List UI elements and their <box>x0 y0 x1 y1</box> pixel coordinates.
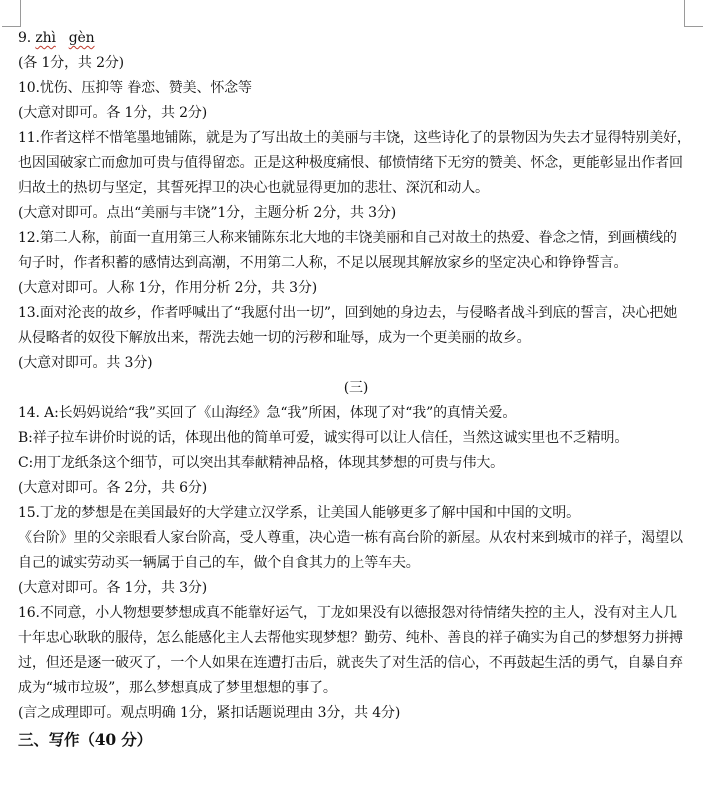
scoring-note: (大意对即可。人称 1分，作用分析 2分，共 3分) <box>18 280 318 296</box>
page-corner-mark-right <box>684 0 703 27</box>
answer-16-line: 成为“城市垃圾”，那么梦想真成了梦里想想的事了。 <box>18 680 337 696</box>
answer-11-line: 11.作者这样不惜笔墨地铺陈，就是为了写出故土的美丽与丰饶，这些诗化了的景物因为失去才显得特别美好， <box>18 130 691 146</box>
answer-11-line: 也因国破家亡而愈加可贵与值得留恋。正是这种极度痛恨、郁愤情绪下无穷的赞美、怀念，更能彰显出作者回 <box>18 155 683 171</box>
answer-15-line: 自己的诚实劳动买一辆属于自己的车，做个自食其力的上等车夫。 <box>18 555 420 571</box>
scoring-note: (言之成理即可。观点明确 1分，紧扣话题说理由 3分，共 4分) <box>18 705 401 721</box>
answer-15-line: 《台阶》里的父亲眼看人家台阶高，受人尊重，决心造一栋有高台阶的新屋。从农村来到城市的祥子，渴望以 <box>18 530 683 546</box>
answer-13-line: 13.面对沦丧的故乡，作者呼喊出了“我愿付出一切”，回到她的身边去，与侵略者战斗到底的誓言，决心把她 <box>18 305 678 321</box>
answer-12-line: 12.第二人称，前面一直用第三人称来铺陈东北大地的丰饶美丽和自己对故土的热爱、眷念之情，到画横线的 <box>18 230 677 246</box>
scoring-note: (大意对即可。共 3分) <box>18 355 153 371</box>
answer-16-line: 过，但还是逐一破灭了，一个人如果在连遭打击后，就丧失了对生活的信心，不再鼓起生活的勇气，自暴自弃 <box>18 655 683 671</box>
section-heading-writing: 三、写作（40 分） <box>18 730 152 749</box>
scoring-note: (大意对即可。点出“美丽与丰饶”1分，主题分析 2分，共 3分) <box>18 205 397 221</box>
scoring-note: (大意对即可。各 1分，共 2分) <box>18 105 208 121</box>
answer-13-line: 从侵略者的奴役下解放出来，帮洗去她一切的污秽和耻辱，成为一个更美丽的故乡。 <box>18 330 531 346</box>
pinyin-spacer <box>56 30 69 46</box>
scoring-note: (大意对即可。各 1分，共 3分) <box>18 580 208 596</box>
answer-11-line: 归故土的热切与坚定，其誓死捍卫的决心也就显得更加的悲壮、深沉和动人。 <box>18 180 489 196</box>
document-body <box>18 26 694 754</box>
answer-9-number: 9. <box>18 30 36 46</box>
answer-9 <box>18 26 694 51</box>
answer-10: 10.忧伤、压抑等 眷恋、赞美、怀念等 <box>18 80 252 96</box>
answer-12-line: 句子时，作者积蓄的感情达到高潮，不用第二人称，不足以展现其解放家乡的坚定决心和铮铮誓言。 <box>18 255 628 271</box>
pinyin-word: gèn <box>68 30 95 46</box>
pinyin-word: zhì <box>35 30 56 46</box>
answer-14-line: C:用丁龙纸条这个细节，可以突出其奉献精神品格，体现其梦想的可贵与伟大。 <box>18 455 505 471</box>
page-corner-mark-left <box>2 0 21 27</box>
section-marker: (三) <box>343 380 369 396</box>
scoring-note: (各 1分，共 2分) <box>18 55 124 71</box>
answer-16-line: 十年忠心耿耿的服侍，怎么能感化主人去帮他实现梦想？勤劳、纯朴、善良的祥子确实为自己的梦想努力拼搏 <box>18 630 683 646</box>
answer-14-line: B:祥子拉车讲价时说的话，体现出他的简单可爱，诚实得可以让人信任，当然这诚实里也不乏精明。 <box>18 430 629 446</box>
scoring-note: (大意对即可。各 2分，共 6分) <box>18 480 208 496</box>
answer-14-line: 14. A:长妈妈说给“我”买回了《山海经》急“我”所困，体现了对“我”的真情关爱。 <box>18 405 517 421</box>
answer-16-line: 16.不同意，小人物想要梦想成真不能靠好运气，丁龙如果没有以德报怨对待情绪失控的主人，没有对主人几 <box>18 605 677 621</box>
answer-15-line: 15.丁龙的梦想是在美国最好的大学建立汉学系，让美国人能够更多了解中国和中国的文明。 <box>18 505 580 521</box>
